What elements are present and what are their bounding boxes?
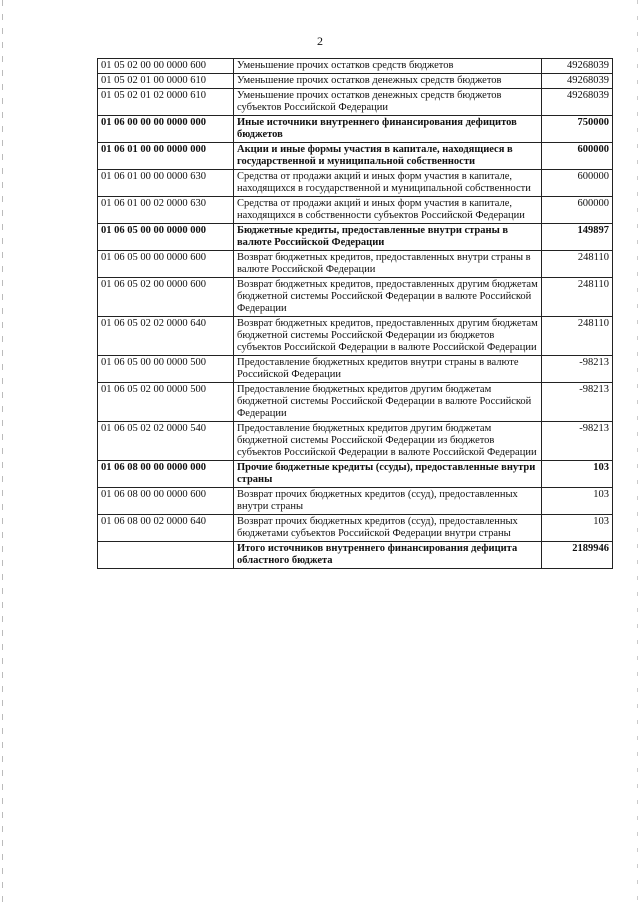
budget-code-cell: 01 06 05 00 00 0000 000 xyxy=(98,224,234,251)
budget-code-cell: 01 06 08 00 02 0000 640 xyxy=(98,515,234,542)
budget-code-cell: 01 05 02 01 00 0000 610 xyxy=(98,74,234,89)
description-cell: Бюджетные кредиты, предоставленные внутри страны в валюте Российской Федерации xyxy=(234,224,542,251)
budget-code-cell: 01 06 05 00 00 0000 500 xyxy=(98,356,234,383)
description-cell: Предоставление бюджетных кредитов другим бюджетам бюджетной системы Российской Федерации из бюджетов субъектов Российской Федерации в валюте Российской Федерации xyxy=(234,422,542,461)
description-cell: Возврат бюджетных кредитов, предоставленных другим бюджетам бюджетной системы Российской Федерации в валюте Российской Федерации xyxy=(234,278,542,317)
description-cell: Уменьшение прочих остатков денежных средств бюджетов субъектов Российской Федерации xyxy=(234,89,542,116)
amount-cell: 103 xyxy=(542,515,613,542)
amount-cell: -98213 xyxy=(542,356,613,383)
table-row xyxy=(98,143,613,170)
table-row xyxy=(98,383,613,422)
amount-cell: 49268039 xyxy=(542,89,613,116)
table-row xyxy=(98,542,613,569)
amount-cell: 103 xyxy=(542,461,613,488)
budget-code-cell: 01 06 05 00 00 0000 600 xyxy=(98,251,234,278)
amount-cell: 2189946 xyxy=(542,542,613,569)
table-row xyxy=(98,515,613,542)
budget-code-cell xyxy=(98,542,234,569)
budget-code-cell: 01 05 02 01 02 0000 610 xyxy=(98,89,234,116)
budget-code-cell: 01 06 05 02 00 0000 600 xyxy=(98,278,234,317)
table-row xyxy=(98,356,613,383)
budget-code-cell: 01 06 01 00 00 0000 000 xyxy=(98,143,234,170)
description-cell: Возврат бюджетных кредитов, предоставленных внутри страны в валюте Российской Федерации xyxy=(234,251,542,278)
description-cell: Акции и иные формы участия в капитале, находящиеся в государственной и муниципальной собственности xyxy=(234,143,542,170)
description-cell: Возврат прочих бюджетных кредитов (ссуд), предоставленных бюджетами субъектов Российской Федерации внутри страны xyxy=(234,515,542,542)
table-row xyxy=(98,59,613,74)
table-row xyxy=(98,170,613,197)
amount-cell: -98213 xyxy=(542,422,613,461)
description-cell: Средства от продажи акций и иных форм участия в капитале, находящихся в собственности субъектов Российской Федерации xyxy=(234,197,542,224)
amount-cell: 49268039 xyxy=(542,74,613,89)
description-cell: Уменьшение прочих остатков средств бюджетов xyxy=(234,59,542,74)
table-row xyxy=(98,488,613,515)
amount-cell: 600000 xyxy=(542,143,613,170)
amount-cell: 49268039 xyxy=(542,59,613,74)
budget-code-cell: 01 06 08 00 00 0000 000 xyxy=(98,461,234,488)
budget-code-cell: 01 06 01 00 02 0000 630 xyxy=(98,197,234,224)
description-cell: Прочие бюджетные кредиты (ссуды), предоставленные внутри страны xyxy=(234,461,542,488)
amount-cell: 248110 xyxy=(542,317,613,356)
scan-edge-left xyxy=(2,0,3,905)
description-cell: Уменьшение прочих остатков денежных средств бюджетов xyxy=(234,74,542,89)
financing-sources-table xyxy=(97,58,613,569)
table-row xyxy=(98,224,613,251)
description-cell: Возврат бюджетных кредитов, предоставленных другим бюджетам бюджетной системы Российской Федерации из бюджетов субъектов Российской Федерации в валюте Российской Федерации xyxy=(234,317,542,356)
budget-code-cell: 01 05 02 00 00 0000 600 xyxy=(98,59,234,74)
description-cell: Средства от продажи акций и иных форм участия в капитале, находящихся в государственной и муниципальной собственности xyxy=(234,170,542,197)
budget-code-cell: 01 06 08 00 00 0000 600 xyxy=(98,488,234,515)
table-row xyxy=(98,251,613,278)
budget-code-cell: 01 06 05 02 02 0000 540 xyxy=(98,422,234,461)
table-row xyxy=(98,422,613,461)
table-row xyxy=(98,74,613,89)
budget-code-cell: 01 06 00 00 00 0000 000 xyxy=(98,116,234,143)
table-row xyxy=(98,278,613,317)
table-row xyxy=(98,317,613,356)
scan-edge-right xyxy=(637,0,638,905)
amount-cell: 600000 xyxy=(542,197,613,224)
amount-cell: 600000 xyxy=(542,170,613,197)
table-row xyxy=(98,116,613,143)
description-cell: Иные источники внутреннего финансирования дефицитов бюджетов xyxy=(234,116,542,143)
description-cell: Итого источников внутреннего финансирования дефицита областного бюджета xyxy=(234,542,542,569)
description-cell: Предоставление бюджетных кредитов внутри страны в валюте Российской Федерации xyxy=(234,356,542,383)
budget-code-cell: 01 06 05 02 00 0000 500 xyxy=(98,383,234,422)
table-row xyxy=(98,197,613,224)
budget-code-cell: 01 06 05 02 02 0000 640 xyxy=(98,317,234,356)
amount-cell: -98213 xyxy=(542,383,613,422)
table-row xyxy=(98,461,613,488)
amount-cell: 103 xyxy=(542,488,613,515)
description-cell: Возврат прочих бюджетных кредитов (ссуд), предоставленных внутри страны xyxy=(234,488,542,515)
table-row xyxy=(98,89,613,116)
amount-cell: 149897 xyxy=(542,224,613,251)
page-number: 2 xyxy=(317,34,323,48)
amount-cell: 248110 xyxy=(542,251,613,278)
amount-cell: 750000 xyxy=(542,116,613,143)
amount-cell: 248110 xyxy=(542,278,613,317)
description-cell: Предоставление бюджетных кредитов другим бюджетам бюджетной системы Российской Федерации в валюте Российской Федерации xyxy=(234,383,542,422)
budget-code-cell: 01 06 01 00 00 0000 630 xyxy=(98,170,234,197)
table-body xyxy=(98,59,613,569)
